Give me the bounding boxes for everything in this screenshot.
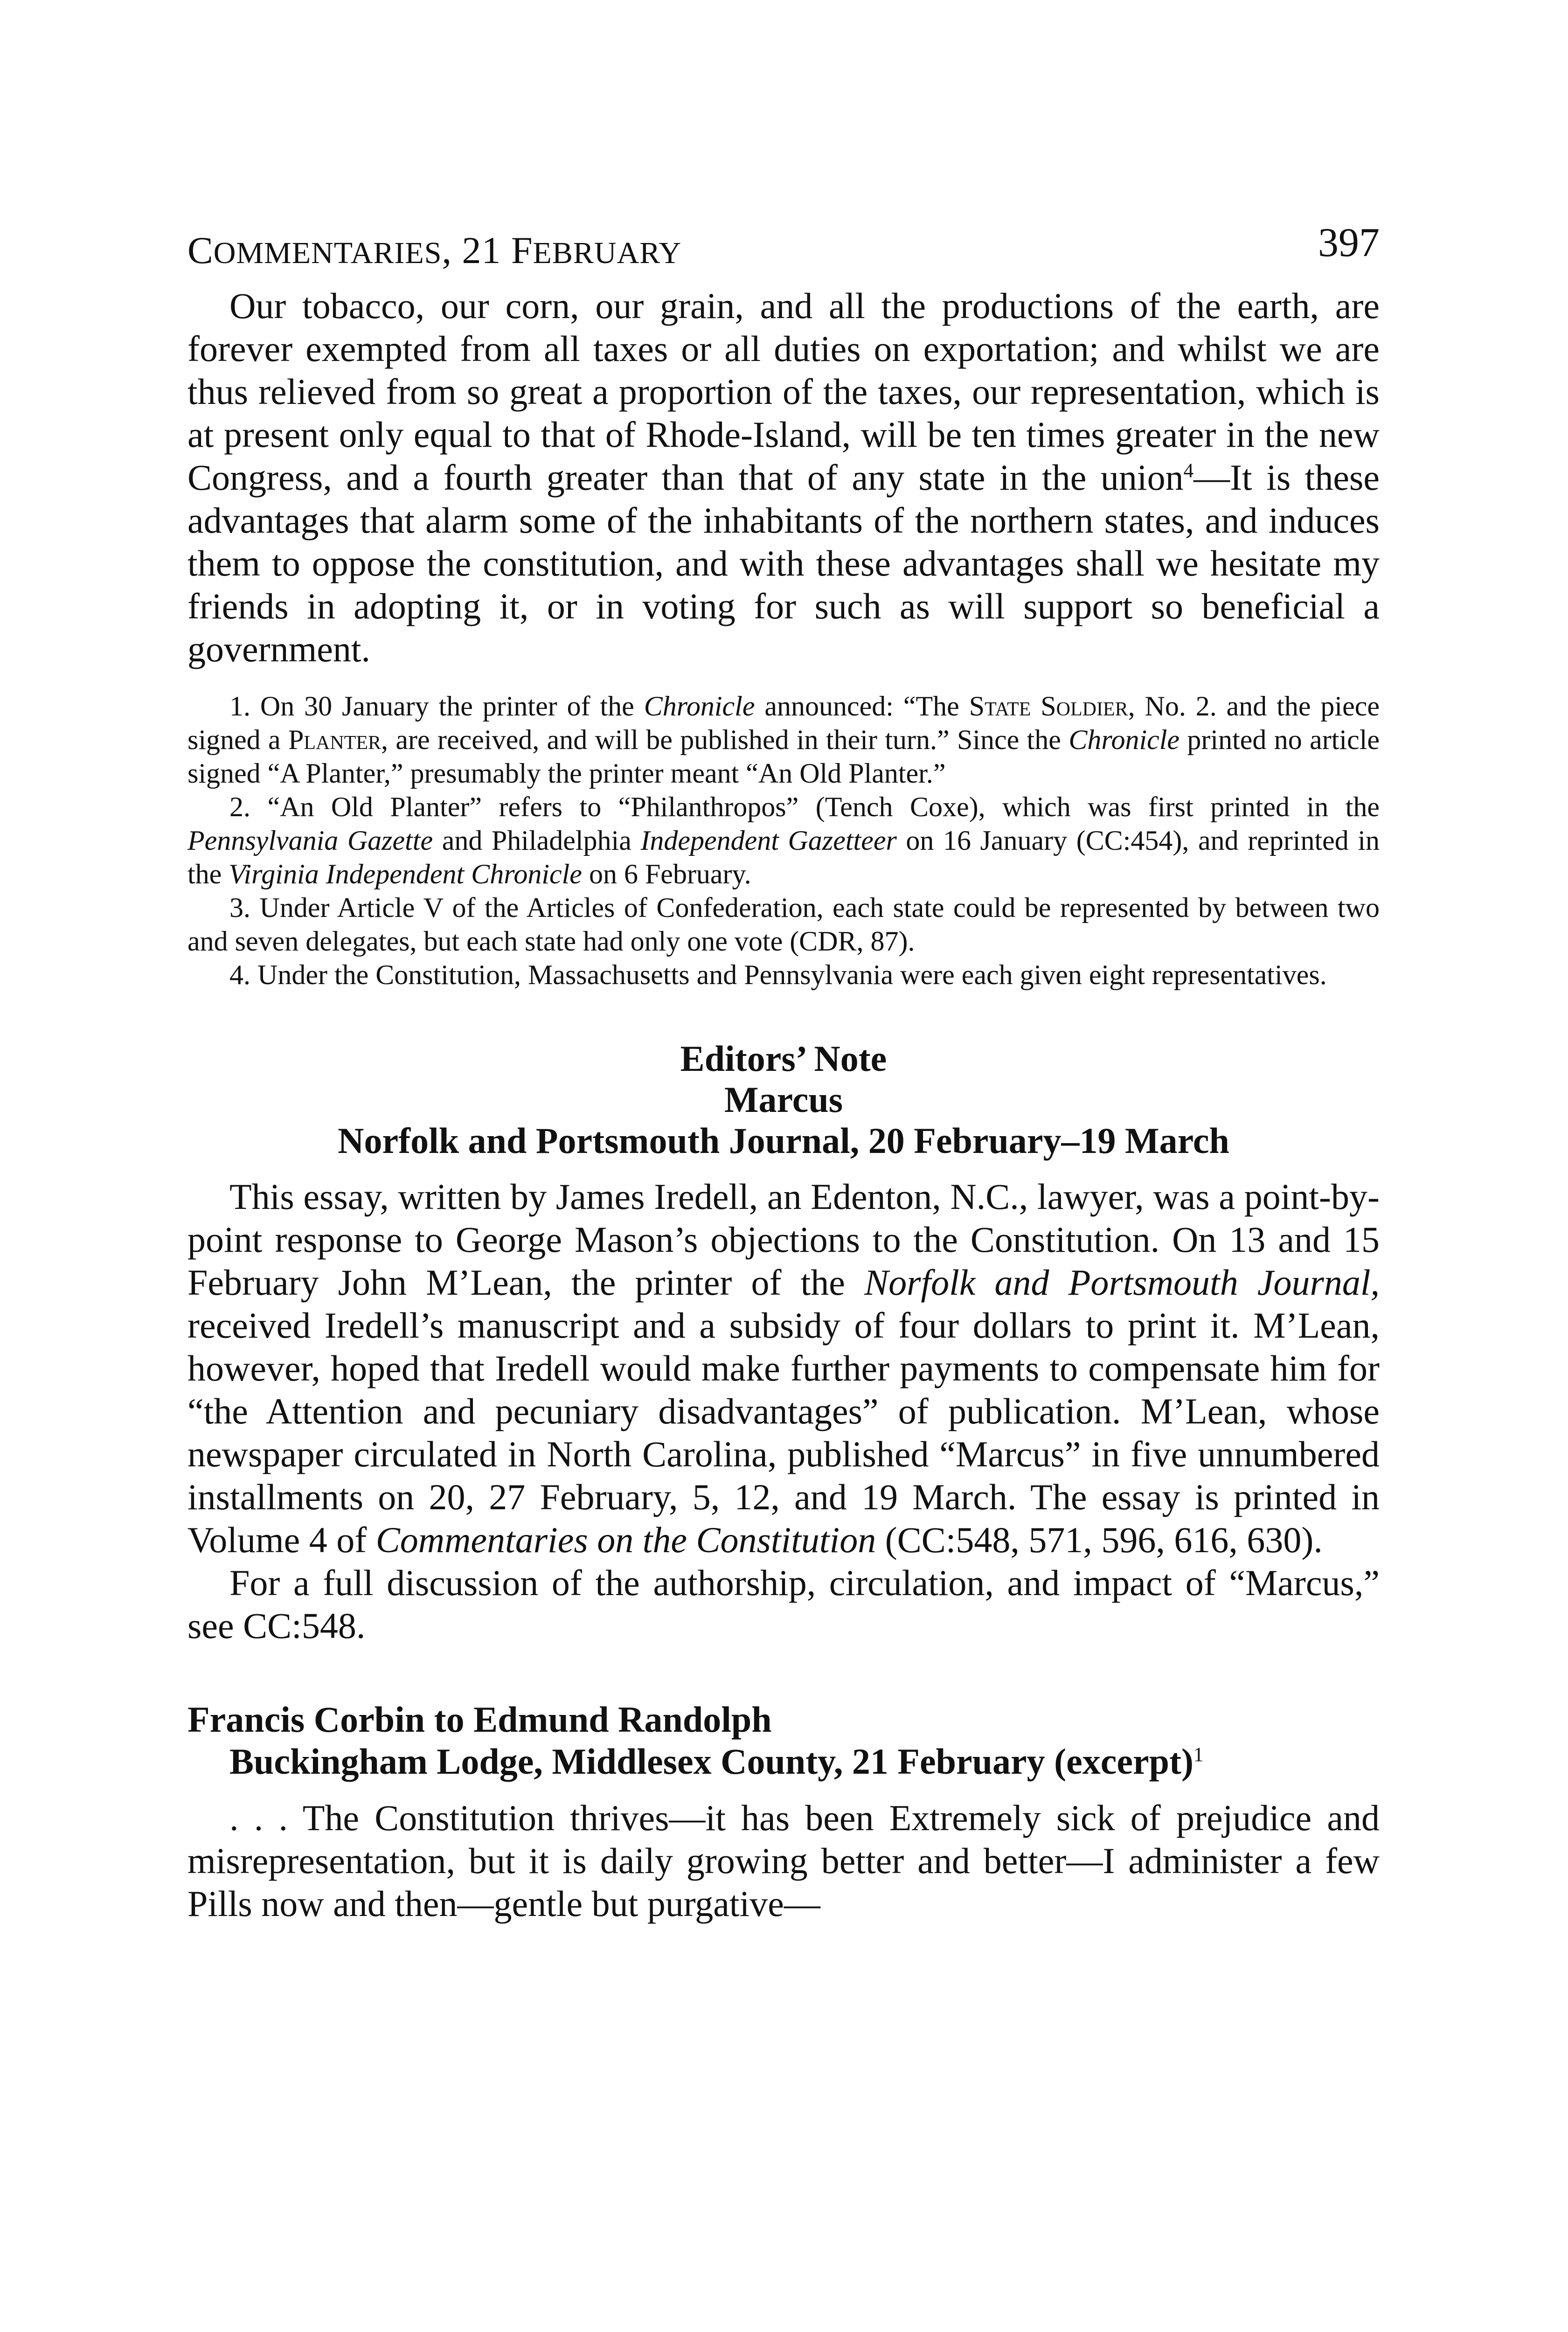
editors-note-paragraph-1 (187, 1175, 1380, 1562)
footnote-2 (187, 790, 1380, 891)
running-head-title-rest: OMMENTARIES (213, 236, 442, 270)
footnote-4: 4. Under the Constitution, Massachusetts and Pennsylvania were each given eight representatives. (229, 959, 1327, 990)
running-head-title (187, 229, 681, 272)
letter-paragraph (187, 285, 1380, 671)
running-head-day: , 21 (442, 229, 511, 271)
corbin-place-date (187, 1741, 1380, 1783)
fn1-planter: Planter (288, 724, 382, 755)
corbin-heading (187, 1699, 1380, 1783)
corbin-paragraph: . . . The Constitution thrives—it has been Extremely sick of prejudice and misrepresentation, but it is daily growing better and better—I administer a few Pills now and then—gentle but purgative— (187, 1798, 1380, 1924)
page-number: 397 (1318, 220, 1380, 265)
fn1-chronicle-2: Chronicle (1068, 724, 1180, 755)
corbin-title: Francis Corbin to Edmund Randolph (187, 1699, 772, 1740)
fn2-text-d: on 6 February. (582, 859, 751, 889)
fn2-text-b: and Philadelphia (433, 825, 641, 856)
page (187, 219, 1380, 1925)
fn1-text-a: 1. On 30 January the printer of the (229, 691, 644, 722)
en-text-b: received Iredell’s manuscript and a subsidy of four dollars to print it. M’Lean, however, hoped that Iredell would make further payments to compensate him for “the Attention and pecuniary disadvantages” of publication. M’Lean, whose newspaper circulated in North Carolina, published “Marcus” in five unnumbered installments on 20, 27 February, 5, 12, and 19 March. The essay is printed in Volume 4 of (187, 1305, 1380, 1560)
en-journal-title: Norfolk and Portsmouth Journal, (864, 1262, 1380, 1303)
fn1-text-e: printed no article signed “A Planter,” presumably the printer meant “An Old Planter.” (187, 724, 1380, 789)
corbin-footnote-ref: 1 (1193, 1744, 1204, 1766)
fn2-virginia-chronicle: Virginia Independent Chronicle (229, 859, 582, 889)
letter-text-a: Our tobacco, our corn, our grain, and all the productions of the earth, are forever exempted from all taxes or all duties on exportation; and whilst we are thus relieved from so great a proportion of the taxes, our representation, which is at present only equal to that of Rhode-Island, will be ten times greater in the new Congress, and a fourth greater than that of any state in the union (187, 285, 1380, 498)
en-text-a: This essay, written by James Iredell, an Edenton, N.C., lawyer, was a point-by-point response to George Mason’s objections to the Constitution. On 13 and 15 February John M’Lean, the printer of the (187, 1176, 1380, 1303)
footnote-ref-4: 4 (1183, 460, 1194, 482)
fn2-pennsylvania-gazette: Pennsylvania Gazette (187, 825, 433, 856)
fn1-chronicle: Chronicle (644, 691, 755, 722)
letter-text-b: —It is these advantages that alarm some of the inhabitants of the northern states, and induces them to oppose the constitution, and with these advantages shall we hesitate my friends in adopting it, or in voting for such as will support so beneficial a government. (187, 457, 1380, 669)
footnote-1 (187, 689, 1380, 790)
running-head-month-initial: F (511, 229, 533, 271)
corbin-place-date-text: Buckingham Lodge, Middlesex County, 21 February (excerpt) (229, 1741, 1193, 1782)
editors-note-heading (187, 1038, 1380, 1161)
running-head-title-initial: C (187, 229, 214, 271)
fn1-text-d: , are received, and will be published in their turn.” Since the (381, 724, 1069, 755)
fn2-text-c: on 16 January (CC:454), and reprinted in the (187, 825, 1380, 889)
fn1-state-soldier: State Soldier (969, 691, 1128, 722)
footnotes (187, 689, 1380, 992)
en-commentaries-title: Commentaries on the Constitution (375, 1520, 876, 1560)
running-head-month-rest: EBRUARY (533, 236, 682, 270)
fn2-text-a: 2. “An Old Planter” refers to “Philanthropos” (Tench Coxe), which was first printed in the (229, 791, 1380, 822)
editors-note-paragraph-2: For a full discussion of the authorship, circulation, and impact of “Marcus,” see CC:548. (187, 1562, 1380, 1646)
editors-note-source: Norfolk and Portsmouth Journal, 20 February–19 March (338, 1120, 1229, 1161)
footnote-3: 3. Under Article V of the Articles of Confederation, each state could be represented by between two and seven delegates, but each state had only one vote (CDR, 87). (187, 892, 1380, 957)
en-text-c: (CC:548, 571, 596, 616, 630). (876, 1520, 1323, 1560)
running-head (187, 219, 1380, 275)
fn1-text-b: announced: “The (755, 691, 969, 722)
editors-note-essay: Marcus (724, 1079, 843, 1120)
editors-note-title: Editors’ Note (680, 1038, 887, 1079)
fn1-text-c: , No. 2. and the piece signed a (187, 691, 1380, 755)
fn2-independent-gazetteer: Independent Gazetteer (640, 825, 897, 856)
